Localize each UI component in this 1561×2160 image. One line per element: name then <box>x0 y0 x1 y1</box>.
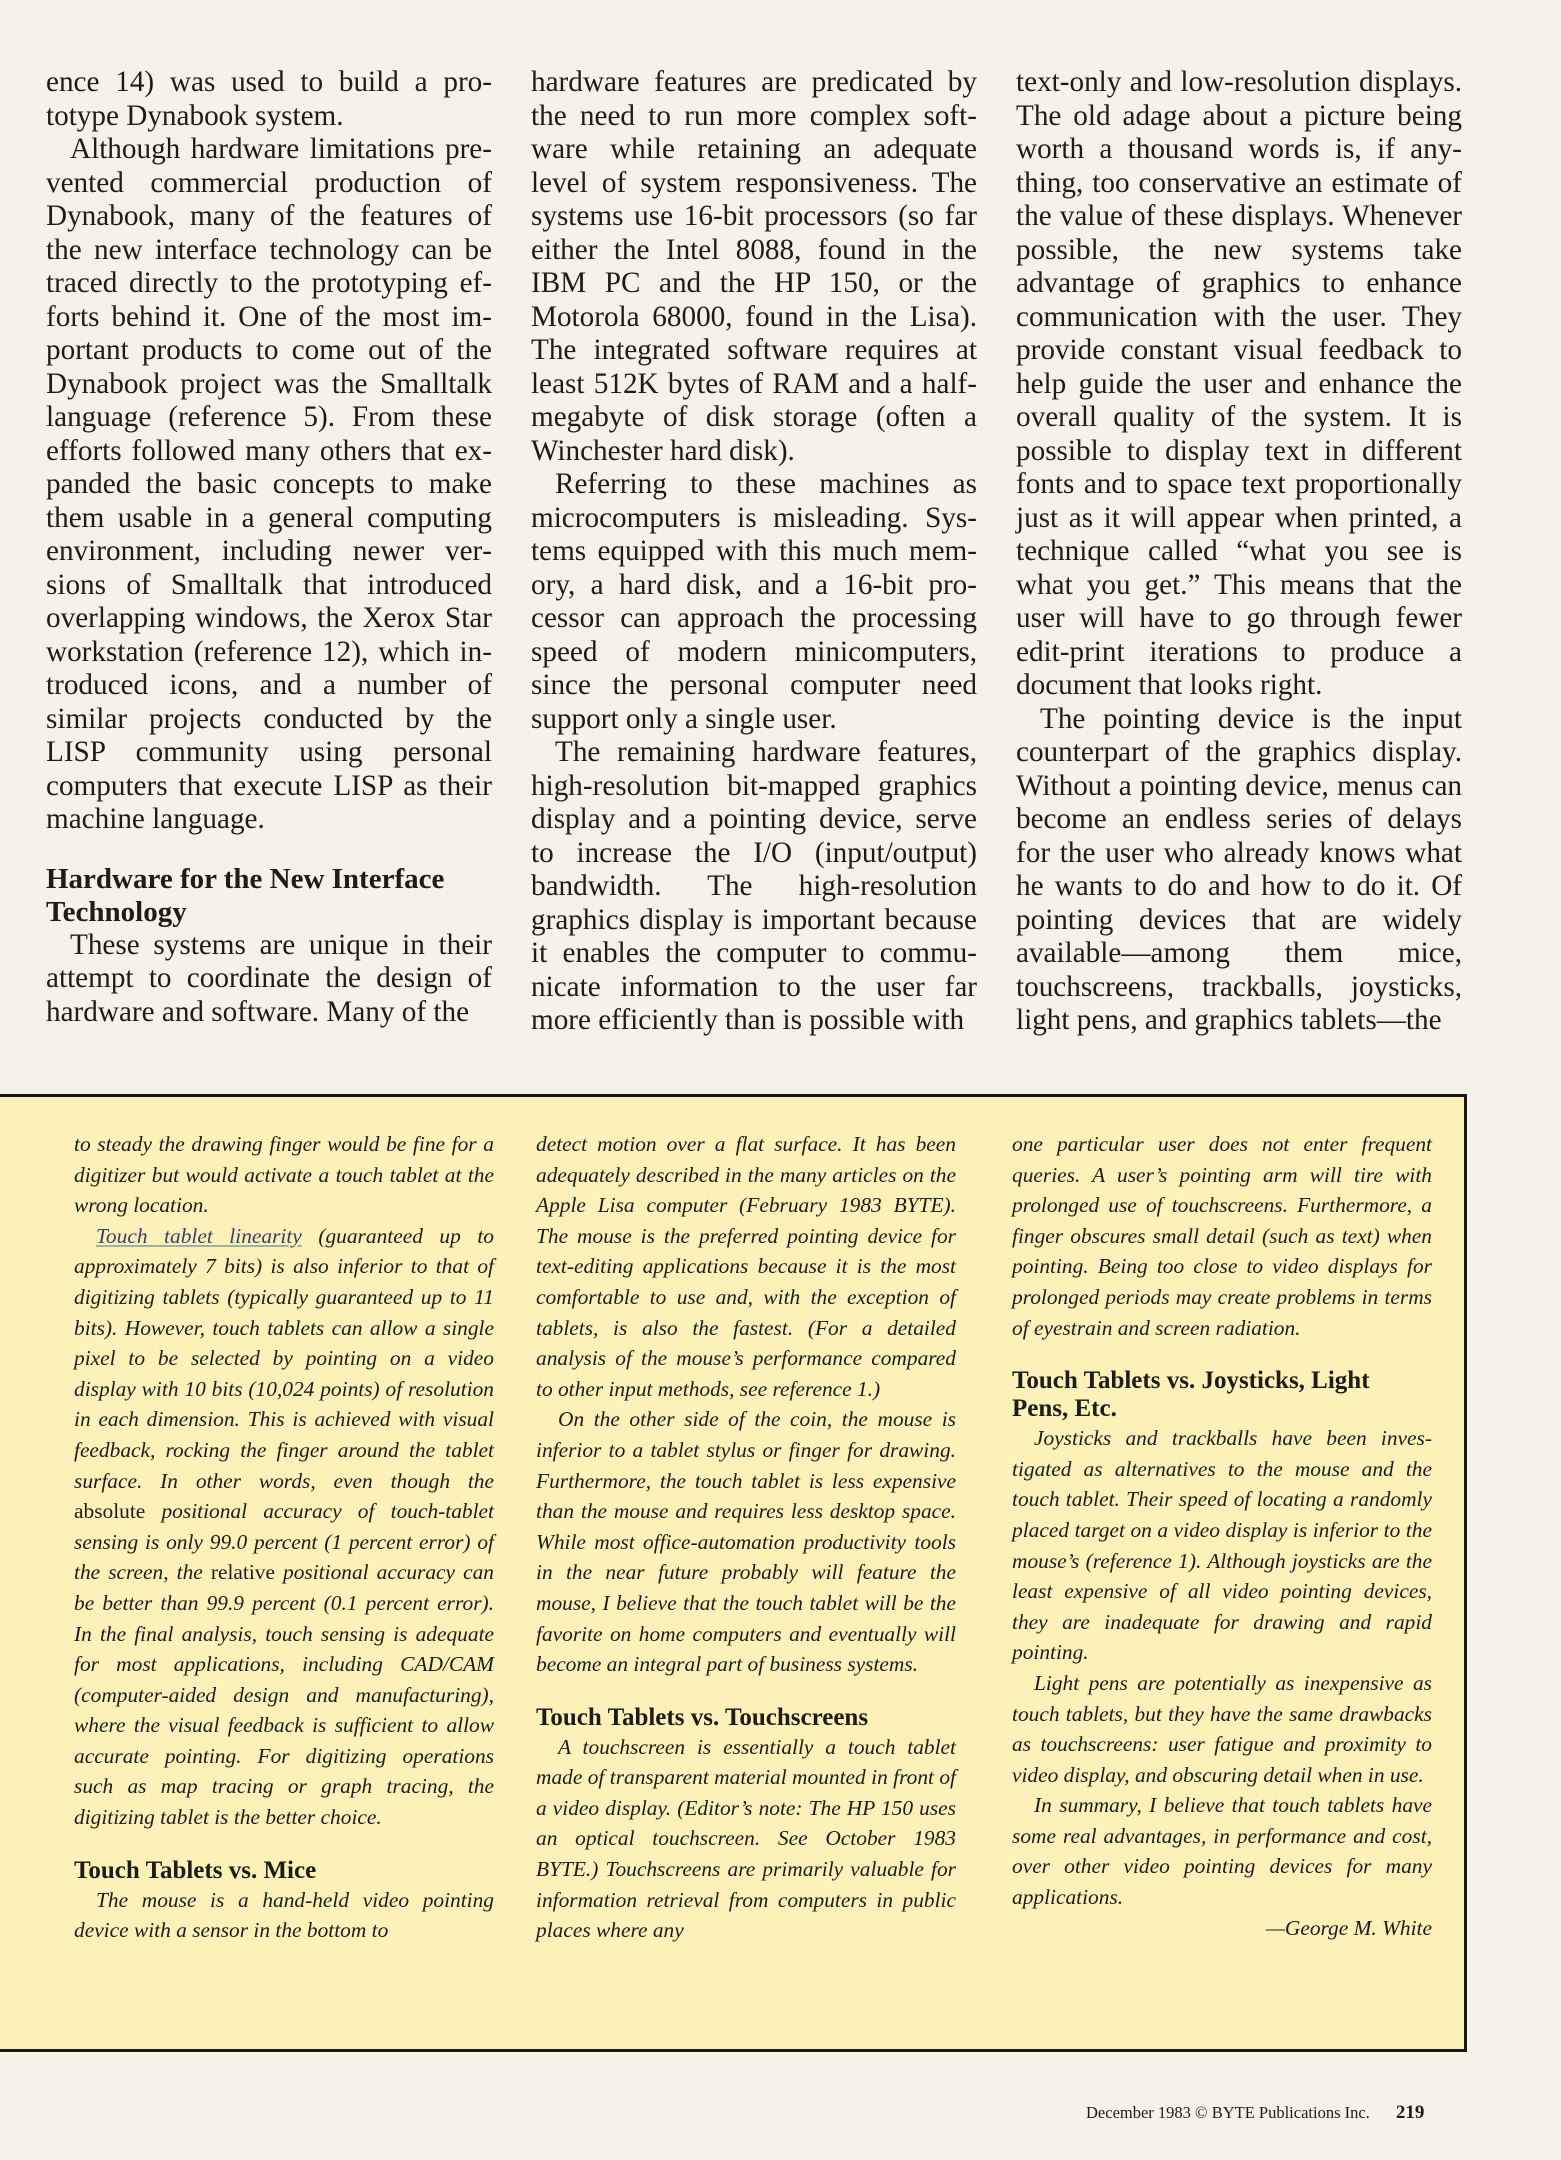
sidebar-paragraph: Light pens are potentially as inexpensive as touch tablets, but they have the same drawbacks as touchscreens: user fatigue and proximity to video display, and obscuring detail when in use. <box>1012 1670 1432 1787</box>
sidebar-paragraph <box>74 1221 494 1833</box>
sidebar-heading: Touch Tablets vs. Joysticks, Light Pens, Etc. <box>1012 1367 1370 1423</box>
page-footer <box>1086 2102 1424 2124</box>
paragraph: text-only and low-resolution displays. The old adage about a picture being worth a thousand words is, if anything, too conservative an estimate of the value of these displays. Whenever possible, the new systems take advantage of graphics to enhance communication with the user. They provide constant visual feedback to help guide the user and enhance the overall quality of the system. It is possible to display text in different fonts and to space text proportionally just as it will appear when printed, a technique called “what you see is what you get.” This means that the user will have to go through fewer edit-print iterations to produce a document that looks right. <box>1016 66 1462 701</box>
paragraph: Referring to these machines as microcomputers is misleading. Systems equipped with this much memory, a hard disk, and a 16-bit processor can approach the processing speed of modern minicomputers, since the personal computer need support only a single user. <box>531 468 977 735</box>
text-run: positional accuracy of touch-tablet sensing is only 99.0 percent (1 percent error) of the screen, the <box>74 1499 494 1585</box>
text-run: (guaranteed up to approximately 7 bits) is also inferior to that of digitizing tablets (typically guaranteed up to 11 bits). However, touch tablets can allow a single pixel to be selected by pointing on a video display with 10 bits (10,024 points) of resolution in each dimension. This is achieved with visual feedback, rocking the finger around the tablet surface. In other words, even though the <box>74 1223 495 1493</box>
paragraph: hardware features are predicated by the need to run more complex software while retaining an adequate level of system responsiveness. The systems use 16-bit processors (so far either the Intel 8088, found in the IBM PC and the HP 150, or the Motorola 68000, found in the Lisa). The integrated software requires at least 512K bytes of RAM and a half-megabyte of disk storage (often a Winchester hard disk). <box>531 66 977 467</box>
paragraph: ence 14) was used to build a prototype Dynabook system. <box>46 66 492 132</box>
page-number: 219 <box>1395 2102 1425 2123</box>
sidebar-column-3 <box>1012 1129 1432 1943</box>
sidebar-column-2 <box>536 1129 956 1946</box>
section-heading: Hardware for the New Interface Technology <box>46 862 445 928</box>
sidebar-heading: Touch Tablets vs. Touchscreens <box>536 1703 869 1731</box>
article-column-1 <box>46 66 492 1029</box>
sidebar-heading: Touch Tablets vs. Mice <box>74 1856 317 1884</box>
sidebar-box <box>0 1094 1467 2052</box>
sidebar-paragraph: A touchscreen is essentially a touch tablet made of transparent material mounted in front of a video display. (Editor’s note: The HP 150 uses an optical touchscreen. See October 1983 BYTE.) Touchscreens are primarily valuable for information retrieval from computers in public places where any <box>536 1734 956 1943</box>
paragraph: The pointing device is the input counterpart of the graphics display. Without a pointing device, menus can become an endless series of delays for the user who already knows what he wants to do and how to do it. Of pointing devices that are widely available—among them mice, touchscreens, trackballs, joysticks, light pens, and graphics tablets—the <box>1016 702 1462 1036</box>
publication-credit: December 1983 © BYTE Publications Inc. <box>1086 2103 1370 2122</box>
sidebar-paragraph: The mouse is a hand-held video pointing device with a sensor in the bottom to <box>74 1887 494 1943</box>
paragraph: The remaining hardware features, high-resolution bit-mapped graphics display and a pointing device, serve to increase the I/O (input/output) bandwidth. The high-resolution graphics display is important because it enables the computer to communicate information to the user far more efficiently than is possible with <box>531 736 977 1036</box>
emphasis-roman: absolute <box>74 1499 146 1524</box>
sidebar-paragraph: detect motion over a flat surface. It has been adequately described in the many articles on the Apple Lisa computer (February 1983 BYTE). The mouse is the preferred pointing device for text-editing applications because it is the most comfortable to use and, with the exception of tablets, is also the fastest. (For a detailed analysis of the mouse’s performance compared to other input methods, see reference 1.) <box>536 1132 956 1401</box>
text-run: positional accuracy can be better than 99.9 percent (0.1 percent error). In the final analysis, touch sensing is adequate for most applications, including CAD/CAM (computer-aided design and manufacturing), where the visual feedback is sufficient to allow accurate pointing. For digitizing operations such as map tracing or graph tracing, the digitizing tablet is the better choice. <box>74 1560 494 1830</box>
sidebar-paragraph: In summary, I believe that touch tablets have some real advantages, in performance and cost, over other video pointing devices for many applications. <box>1012 1793 1432 1910</box>
article-column-3 <box>1016 66 1462 1038</box>
sidebar-paragraph: On the other side of the coin, the mouse is inferior to a tablet stylus or finger for drawing. Furthermore, the touch tablet is less expensive than the mouse and requires less desktop space. While most office-automation productivity tools in the near future probably will feature the mouse, I believe that the touch tablet will be the favorite on home computers and eventually will become an integral part of business systems. <box>536 1407 956 1677</box>
emphasis-roman: relative <box>210 1560 275 1585</box>
article-column-2 <box>531 66 977 1038</box>
author-byline: —George M. White <box>1265 1915 1432 1940</box>
paragraph: Although hardware limitations prevented commercial production of Dynabook, many of the features of the new interface technology can be traced directly to the prototyping efforts behind it. One of the most important products to come out of the Dynabook project was the Smalltalk language (reference 5). From these efforts followed many others that expanded the basic concepts to make them usable in a general computing environment, including newer versions of Smalltalk that introduced overlapping windows, the Xerox Star workstation (reference 12), which introduced icons, and a number of similar projects conducted by the LISP community using personal computers that execute LISP as their machine language. <box>46 133 492 835</box>
sidebar-column-1 <box>74 1129 494 1946</box>
paragraph: These systems are unique in their attempt to coordinate the design of hardware and software. Many of the <box>46 928 492 1028</box>
sidebar-paragraph: to steady the drawing finger would be fine for a digitizer but would activate a touch tablet at the wrong location. <box>74 1132 494 1218</box>
sidebar-paragraph: Joysticks and trackballs have been investigated as alternatives to the mouse and the touch tablet. Their speed of locating a randomly placed target on a video display is inferior to the mouse’s (reference 1). Although joysticks are the least expensive of all video pointing devices, they are inadequate for drawing and rapid pointing. <box>1012 1426 1432 1665</box>
sidebar-paragraph: one particular user does not enter frequent queries. A user’s pointing arm will tire with prolonged use of touchscreens. Furthermore, a finger obscures small detail (such as text) when pointing. Being too close to video displays for prolonged periods may create problems in terms of eyestrain and screen radiation. <box>1012 1132 1432 1340</box>
highlighted-phrase: Touch tablet linearity <box>96 1223 302 1248</box>
